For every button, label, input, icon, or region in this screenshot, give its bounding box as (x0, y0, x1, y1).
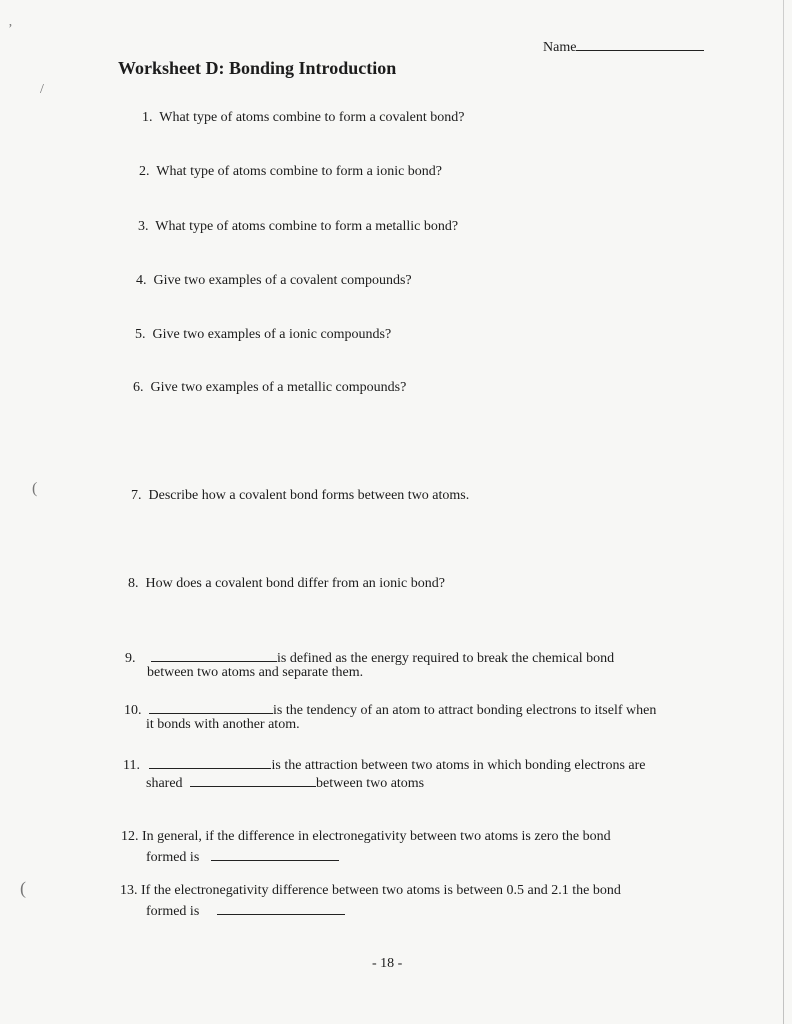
scan-mark: ( (32, 480, 38, 497)
question-number: 6. (133, 380, 144, 395)
question-text: shared (146, 776, 183, 791)
question-number: 10. (124, 703, 142, 718)
question-text: formed is (146, 850, 200, 865)
question-number: 11. (123, 758, 140, 773)
question-text: Give two examples of a ionic compounds? (152, 327, 392, 342)
question-number: 7. (131, 488, 142, 503)
worksheet-title: Worksheet D: Bonding Introduction (118, 58, 397, 78)
question-1 (142, 110, 464, 126)
question-number: 8. (128, 576, 139, 591)
question-2 (139, 164, 442, 180)
question-10-continued (146, 717, 300, 733)
question-7 (131, 488, 469, 504)
question-text: between two atoms (316, 776, 425, 791)
question-text: In general, if the difference in electronegativity between two atoms is zero the bond (142, 829, 611, 844)
question-text: How does a covalent bond differ from an ionic bond? (145, 576, 445, 591)
question-text: is defined as the energy required to break the chemical bond (277, 651, 615, 666)
question-3 (138, 219, 458, 235)
answer-blank[interactable] (149, 755, 271, 769)
question-13 (120, 883, 621, 899)
answer-blank[interactable] (211, 847, 339, 861)
question-text: What type of atoms combine to form a metallic bond? (155, 219, 459, 234)
scan-mark: ’ (8, 22, 13, 37)
name-label: Name (543, 40, 577, 55)
question-text: is the tendency of an atom to attract bonding electrons to itself when (273, 703, 657, 718)
question-text: formed is (146, 904, 200, 919)
question-11-continued (146, 773, 424, 792)
scan-mark: ( (20, 878, 26, 898)
question-text: between two atoms and separate them. (147, 665, 364, 680)
question-number: 2. (139, 164, 150, 179)
name-field[interactable] (543, 36, 704, 56)
question-11 (123, 755, 646, 774)
question-number: 3. (138, 219, 149, 234)
question-12 (121, 829, 611, 845)
question-4 (136, 273, 412, 289)
question-number: 5. (135, 327, 146, 342)
question-text: is the attraction between two atoms in which bonding electrons are (271, 758, 646, 773)
question-9-continued (147, 665, 363, 681)
scan-edge (783, 0, 784, 1024)
question-5 (135, 327, 391, 343)
answer-blank[interactable] (217, 901, 345, 915)
question-8 (128, 576, 445, 592)
question-text: Give two examples of a covalent compounds? (153, 273, 412, 288)
question-12-continued (146, 847, 339, 866)
question-text: What type of atoms combine to form a covalent bond? (159, 110, 465, 125)
page-number: - 18 - (372, 956, 403, 971)
question-number: 12. (121, 829, 139, 844)
answer-blank[interactable] (151, 648, 277, 662)
question-6 (133, 380, 406, 396)
question-text: If the electronegativity difference between two atoms is between 0.5 and 2.1 the bond (141, 883, 621, 898)
question-text: it bonds with another atom. (146, 717, 300, 732)
scan-mark: / (40, 82, 44, 97)
name-blank[interactable] (576, 36, 704, 51)
question-13-continued (146, 901, 345, 920)
question-number: 9. (125, 651, 136, 666)
answer-blank[interactable] (149, 700, 273, 714)
question-number: 1. (142, 110, 153, 125)
question-number: 4. (136, 273, 147, 288)
question-text: Describe how a covalent bond forms between two atoms. (148, 488, 470, 503)
question-number: 13. (120, 883, 138, 898)
question-text: What type of atoms combine to form a ionic bond? (156, 164, 443, 179)
question-text: Give two examples of a metallic compounds? (150, 380, 407, 395)
answer-blank[interactable] (190, 773, 316, 787)
